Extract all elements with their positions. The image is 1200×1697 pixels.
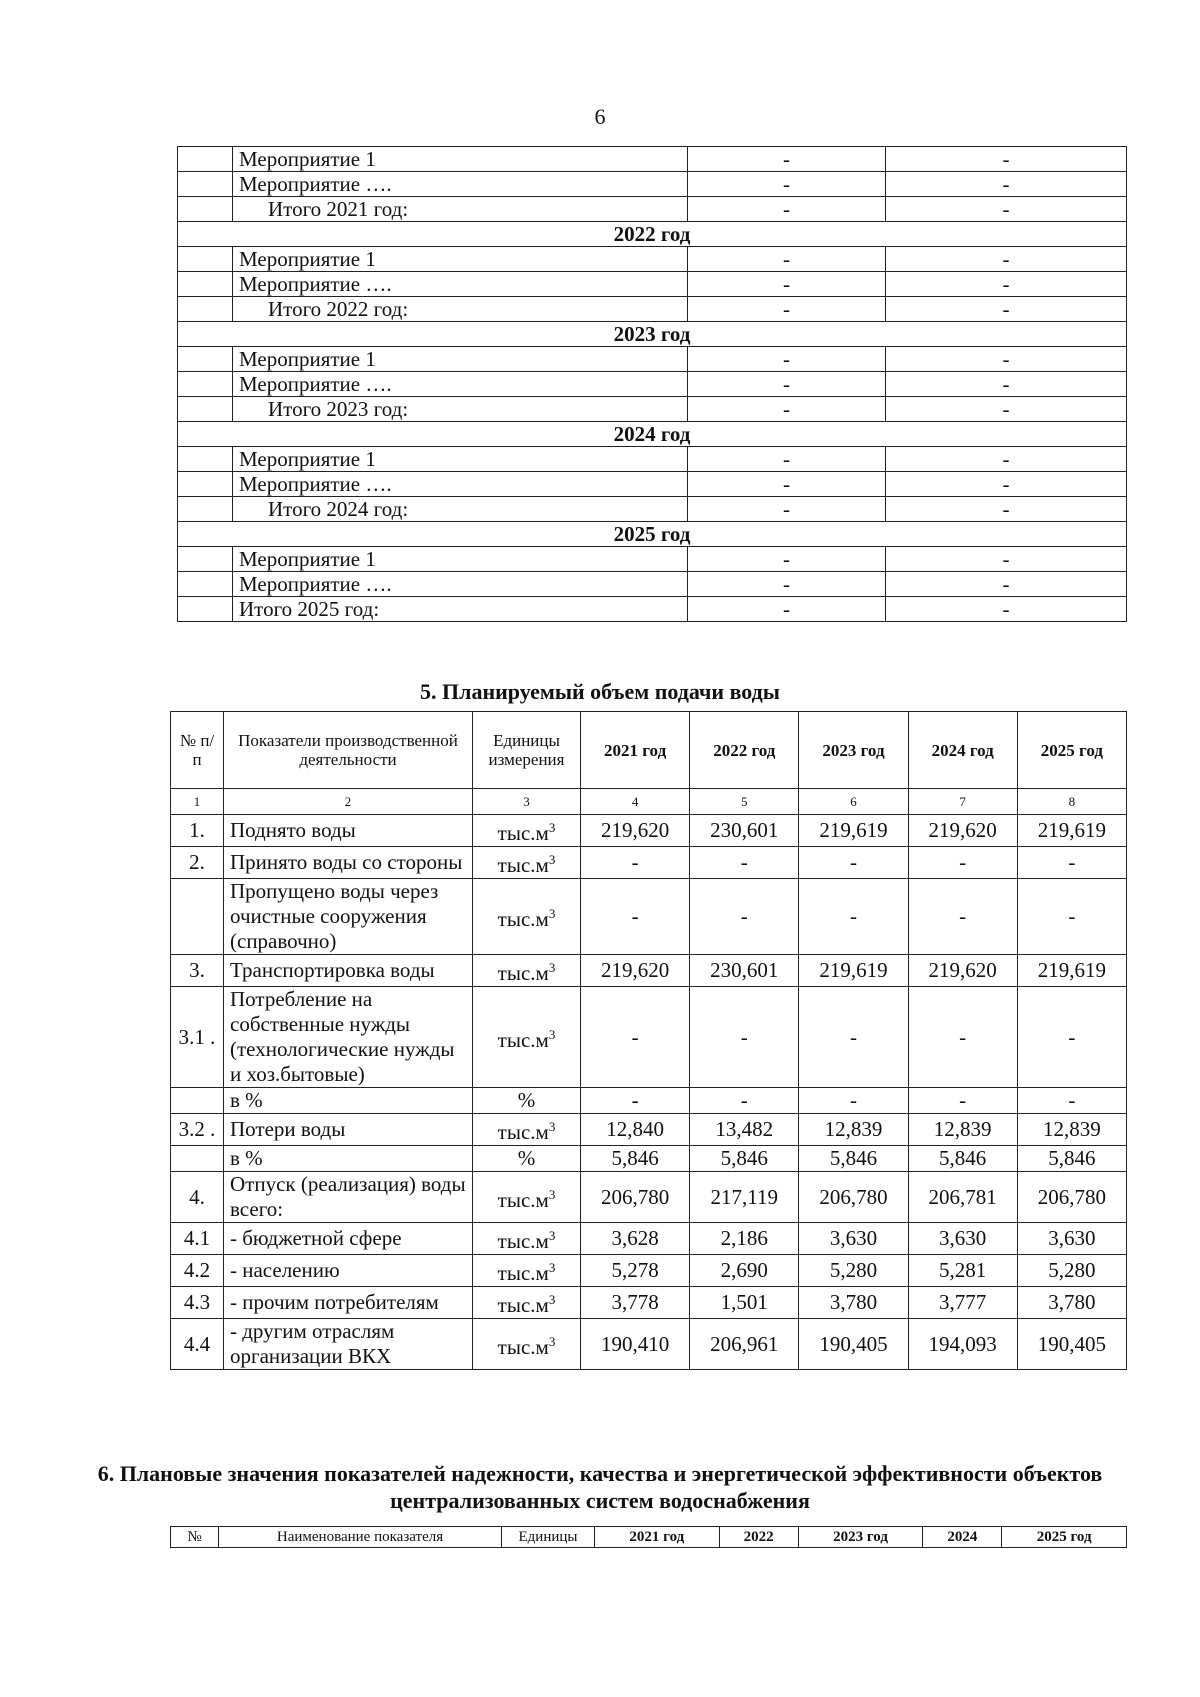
value-cell: 5,846	[581, 1146, 690, 1172]
row-number-cell	[178, 172, 233, 197]
row-number	[171, 1088, 224, 1114]
table-row	[171, 1146, 1127, 1172]
unit-exponent: 3	[548, 1119, 556, 1134]
measure-value: -	[886, 397, 1127, 422]
value-cell: 5,846	[799, 1146, 908, 1172]
unit-label: тыс.м	[497, 907, 549, 931]
value-cell: 219,619	[1017, 815, 1126, 847]
indicator-name: Отпуск (реализация) воды всего:	[224, 1172, 473, 1223]
row-number	[171, 1146, 224, 1172]
measure-name: Итого 2022 год:	[233, 297, 688, 322]
measure-name: Мероприятие ….	[233, 172, 688, 197]
indicator-name: Поднято воды	[224, 815, 473, 847]
value-cell: 12,840	[581, 1114, 690, 1146]
measure-value: -	[886, 472, 1127, 497]
unit-exponent: 3	[548, 906, 556, 921]
table-row	[178, 572, 1127, 597]
measure-value: -	[688, 397, 886, 422]
col-header-num: №	[171, 1527, 219, 1548]
value-cell: 206,961	[690, 1319, 799, 1370]
measure-name: Итого 2025 год:	[233, 597, 688, 622]
measure-value: -	[886, 572, 1127, 597]
value-cell: 206,780	[581, 1172, 690, 1223]
col-header-num: № п/п	[171, 712, 224, 789]
unit-label: тыс.м	[497, 1334, 549, 1359]
col-header-2021: 2021 год	[595, 1527, 720, 1548]
unit-cell	[473, 1255, 581, 1287]
unit-label: тыс.м	[497, 1261, 549, 1285]
col-header-2023: 2023 год	[798, 1527, 923, 1548]
unit-label: %	[517, 1146, 536, 1170]
measure-value: -	[688, 497, 886, 522]
table-row	[178, 547, 1127, 572]
measure-value: -	[688, 572, 886, 597]
value-cell: 194,093	[908, 1319, 1017, 1370]
table-row	[171, 815, 1127, 847]
unit-label: тыс.м	[497, 1027, 549, 1052]
indicator-name: - другим отраслям организации ВКХ	[224, 1319, 473, 1370]
value-cell: -	[799, 879, 908, 955]
table-row	[171, 1223, 1127, 1255]
measure-value: -	[688, 597, 886, 622]
column-number: 1	[171, 789, 224, 815]
row-number: 1.	[171, 815, 224, 847]
value-cell: -	[908, 987, 1017, 1088]
value-cell: 3,777	[908, 1287, 1017, 1319]
value-cell: -	[581, 879, 690, 955]
unit-label: тыс.м	[497, 821, 549, 845]
measure-value: -	[886, 372, 1127, 397]
value-cell: 12,839	[799, 1114, 908, 1146]
row-number-cell	[178, 372, 233, 397]
measure-name: Мероприятие ….	[233, 272, 688, 297]
row-number: 4.4	[171, 1319, 224, 1370]
unit-cell	[473, 1223, 581, 1255]
table-row	[178, 397, 1127, 422]
indicator-name: Транспортировка воды	[224, 955, 473, 987]
unit-exponent: 3	[548, 852, 556, 867]
unit-cell	[473, 1287, 581, 1319]
row-number-cell	[178, 247, 233, 272]
row-number-cell	[178, 547, 233, 572]
unit-exponent: 3	[548, 820, 556, 835]
value-cell: 219,619	[799, 815, 908, 847]
value-cell: 219,620	[908, 955, 1017, 987]
value-cell: 5,280	[1017, 1255, 1126, 1287]
table-row	[171, 847, 1127, 879]
value-cell: 13,482	[690, 1114, 799, 1146]
value-cell: 2,690	[690, 1255, 799, 1287]
row-number: 4.1	[171, 1223, 224, 1255]
row-number	[171, 879, 224, 955]
row-number-cell	[178, 272, 233, 297]
value-cell: 3,628	[581, 1223, 690, 1255]
value-cell: -	[799, 847, 908, 879]
table-row	[171, 1172, 1127, 1223]
year-label: 2024 год	[178, 422, 1127, 447]
value-cell: -	[581, 847, 690, 879]
row-number-cell	[178, 147, 233, 172]
value-cell: -	[1017, 1088, 1126, 1114]
measure-name: Мероприятие 1	[233, 247, 688, 272]
header-row	[171, 1527, 1127, 1548]
col-header-2022: 2022 год	[690, 712, 799, 789]
col-header-2024: 2024	[923, 1527, 1002, 1548]
value-cell: 230,601	[690, 815, 799, 847]
unit-label: тыс.м	[497, 1229, 549, 1253]
value-cell: -	[690, 879, 799, 955]
value-cell: 206,780	[799, 1172, 908, 1223]
value-cell: 3,630	[908, 1223, 1017, 1255]
unit-label: тыс.м	[497, 853, 549, 877]
unit-label: тыс.м	[497, 1120, 549, 1144]
value-cell: -	[690, 1088, 799, 1114]
value-cell: -	[908, 1088, 1017, 1114]
value-cell: 190,405	[799, 1319, 908, 1370]
measure-value: -	[688, 447, 886, 472]
value-cell: 3,780	[799, 1287, 908, 1319]
value-cell: 1,501	[690, 1287, 799, 1319]
value-cell: 217,119	[690, 1172, 799, 1223]
year-label: 2025 год	[178, 522, 1127, 547]
value-cell: 206,780	[1017, 1172, 1126, 1223]
measure-value: -	[886, 447, 1127, 472]
value-cell: 3,780	[1017, 1287, 1126, 1319]
value-cell: 3,778	[581, 1287, 690, 1319]
col-header-2025: 2025 год	[1017, 712, 1126, 789]
value-cell: -	[1017, 847, 1126, 879]
column-number: 3	[473, 789, 581, 815]
page-number: 6	[594, 104, 606, 129]
measure-value: -	[886, 547, 1127, 572]
year-row	[178, 422, 1127, 447]
measure-value: -	[688, 372, 886, 397]
measure-value: -	[688, 297, 886, 322]
row-number-cell	[178, 497, 233, 522]
value-cell: 5,846	[690, 1146, 799, 1172]
col-header-2021: 2021 год	[581, 712, 690, 789]
col-header-2022: 2022	[719, 1527, 798, 1548]
measure-value: -	[688, 272, 886, 297]
unit-exponent: 3	[548, 1292, 556, 1307]
col-header-indicator: Наименование показателя	[219, 1527, 502, 1548]
column-number: 2	[224, 789, 473, 815]
value-cell: 219,619	[1017, 955, 1126, 987]
row-number: 3.	[171, 955, 224, 987]
value-cell: -	[908, 847, 1017, 879]
measures-table	[177, 146, 1127, 622]
measure-name: Итого 2023 год:	[233, 397, 688, 422]
table-row	[171, 1287, 1127, 1319]
value-cell: 12,839	[908, 1114, 1017, 1146]
table-row	[171, 1255, 1127, 1287]
indicator-name: - бюджетной сфере	[224, 1223, 473, 1255]
unit-cell	[473, 955, 581, 987]
unit-cell	[473, 1319, 581, 1370]
table-row	[178, 172, 1127, 197]
unit-exponent: 3	[548, 1026, 556, 1042]
measure-value: -	[688, 347, 886, 372]
measure-value: -	[886, 272, 1127, 297]
value-cell: -	[581, 987, 690, 1088]
value-cell: -	[690, 987, 799, 1088]
unit-exponent: 3	[548, 960, 556, 975]
value-cell: -	[799, 987, 908, 1088]
row-number: 4.3	[171, 1287, 224, 1319]
unit-exponent: 3	[548, 1333, 556, 1349]
col-header-2023: 2023 год	[799, 712, 908, 789]
unit-cell	[473, 879, 581, 955]
measure-value: -	[688, 247, 886, 272]
unit-cell	[473, 815, 581, 847]
unit-exponent: 3	[548, 1228, 556, 1243]
year-label: 2023 год	[178, 322, 1127, 347]
unit-cell	[473, 1088, 581, 1114]
indicator-name: Потребление на собственные нужды (технологические нужды и хоз.бытовые)	[224, 987, 473, 1088]
unit-cell	[473, 1172, 581, 1223]
table-row	[171, 987, 1127, 1088]
row-number-cell	[178, 572, 233, 597]
indicator-name: Пропущено воды через очистные сооружения (справочно)	[224, 879, 473, 955]
value-cell: 5,846	[1017, 1146, 1126, 1172]
table-row	[178, 372, 1127, 397]
row-number-cell	[178, 597, 233, 622]
row-number: 3.1 .	[171, 987, 224, 1088]
value-cell: 206,781	[908, 1172, 1017, 1223]
table-row	[178, 272, 1127, 297]
measure-name: Мероприятие 1	[233, 547, 688, 572]
value-cell: 5,846	[908, 1146, 1017, 1172]
row-number-cell	[178, 347, 233, 372]
row-number-cell	[178, 447, 233, 472]
column-number: 4	[581, 789, 690, 815]
value-cell: 219,620	[908, 815, 1017, 847]
indicator-name: Принято воды со стороны	[224, 847, 473, 879]
water-supply-table	[170, 711, 1127, 1370]
measure-value: -	[886, 597, 1127, 622]
measure-value: -	[886, 297, 1127, 322]
indicator-name: - населению	[224, 1255, 473, 1287]
table-row	[171, 955, 1127, 987]
row-number-cell	[178, 472, 233, 497]
value-cell: 219,619	[799, 955, 908, 987]
value-cell: 230,601	[690, 955, 799, 987]
value-cell: 5,280	[799, 1255, 908, 1287]
col-header-2024: 2024 год	[908, 712, 1017, 789]
measure-value: -	[886, 147, 1127, 172]
unit-label: тыс.м	[497, 1293, 549, 1317]
value-cell: 5,281	[908, 1255, 1017, 1287]
value-cell: 219,620	[581, 955, 690, 987]
measure-value: -	[688, 472, 886, 497]
measure-value: -	[688, 172, 886, 197]
unit-label: тыс.м	[497, 961, 549, 985]
year-label: 2022 год	[178, 222, 1127, 247]
value-cell: 219,620	[581, 815, 690, 847]
table-row	[178, 497, 1127, 522]
unit-cell	[473, 1146, 581, 1172]
table-row	[178, 197, 1127, 222]
measure-name: Мероприятие ….	[233, 472, 688, 497]
row-number-cell	[178, 197, 233, 222]
measure-name: Мероприятие 1	[233, 347, 688, 372]
value-cell: 3,630	[799, 1223, 908, 1255]
measure-value: -	[886, 347, 1127, 372]
unit-label: %	[517, 1088, 536, 1112]
row-number: 2.	[171, 847, 224, 879]
unit-label: тыс.м	[497, 1187, 549, 1212]
section-5-title: 5. Планируемый объем подачи воды	[420, 679, 780, 704]
measure-name: Мероприятие 1	[233, 447, 688, 472]
unit-exponent: 3	[548, 1186, 556, 1202]
column-number: 7	[908, 789, 1017, 815]
table-row	[171, 1114, 1127, 1146]
measure-value: -	[886, 172, 1127, 197]
table-row	[178, 247, 1127, 272]
year-row	[178, 222, 1127, 247]
row-number-cell	[178, 397, 233, 422]
value-cell: -	[690, 847, 799, 879]
value-cell: -	[908, 879, 1017, 955]
table-row	[178, 147, 1127, 172]
measure-value: -	[886, 197, 1127, 222]
section-6-title: 6. Плановые значения показателей надежности, качества и энергетической эффективности объектов централизованных систем водоснабжения	[97, 1461, 1103, 1513]
measure-name: Мероприятие 1	[233, 147, 688, 172]
year-row	[178, 322, 1127, 347]
year-row	[178, 522, 1127, 547]
unit-cell	[473, 847, 581, 879]
indicator-name: - прочим потребителям	[224, 1287, 473, 1319]
row-number: 3.2 .	[171, 1114, 224, 1146]
row-number: 4.2	[171, 1255, 224, 1287]
table-row	[171, 1319, 1127, 1370]
column-number: 5	[690, 789, 799, 815]
table-row	[178, 297, 1127, 322]
col-header-unit: Единицы измерения	[473, 712, 581, 789]
unit-cell	[473, 987, 581, 1088]
measure-name: Мероприятие ….	[233, 372, 688, 397]
value-cell: 5,278	[581, 1255, 690, 1287]
column-number: 6	[799, 789, 908, 815]
measure-name: Итого 2024 год:	[233, 497, 688, 522]
indicator-name: в %	[224, 1088, 473, 1114]
measure-name: Мероприятие ….	[233, 572, 688, 597]
value-cell: -	[581, 1088, 690, 1114]
value-cell: 3,630	[1017, 1223, 1126, 1255]
measure-value: -	[688, 197, 886, 222]
unit-cell	[473, 1114, 581, 1146]
value-cell: 12,839	[1017, 1114, 1126, 1146]
value-cell: -	[799, 1088, 908, 1114]
table-row	[178, 472, 1127, 497]
col-header-unit: Единицы	[502, 1527, 595, 1548]
table-row	[171, 879, 1127, 955]
table-row	[178, 347, 1127, 372]
row-number: 4.	[171, 1172, 224, 1223]
table-row	[178, 597, 1127, 622]
value-cell: -	[1017, 879, 1126, 955]
measure-value: -	[688, 547, 886, 572]
reliability-table-header	[170, 1526, 1127, 1548]
measure-name: Итого 2021 год:	[233, 197, 688, 222]
measure-value: -	[886, 247, 1127, 272]
measure-value: -	[688, 147, 886, 172]
indicator-name: Потери воды	[224, 1114, 473, 1146]
value-cell: 2,186	[690, 1223, 799, 1255]
indicator-name: в %	[224, 1146, 473, 1172]
row-number-cell	[178, 297, 233, 322]
measure-value: -	[886, 497, 1127, 522]
value-cell: 190,410	[581, 1319, 690, 1370]
value-cell: -	[1017, 987, 1126, 1088]
column-number: 8	[1017, 789, 1126, 815]
value-cell: 190,405	[1017, 1319, 1126, 1370]
column-numbers-row	[171, 789, 1127, 815]
col-header-indicator: Показатели производственной деятельности	[224, 712, 473, 789]
table-row	[178, 447, 1127, 472]
header-row	[171, 712, 1127, 789]
unit-exponent: 3	[548, 1260, 556, 1275]
col-header-2025: 2025 год	[1002, 1527, 1127, 1548]
table-row	[171, 1088, 1127, 1114]
